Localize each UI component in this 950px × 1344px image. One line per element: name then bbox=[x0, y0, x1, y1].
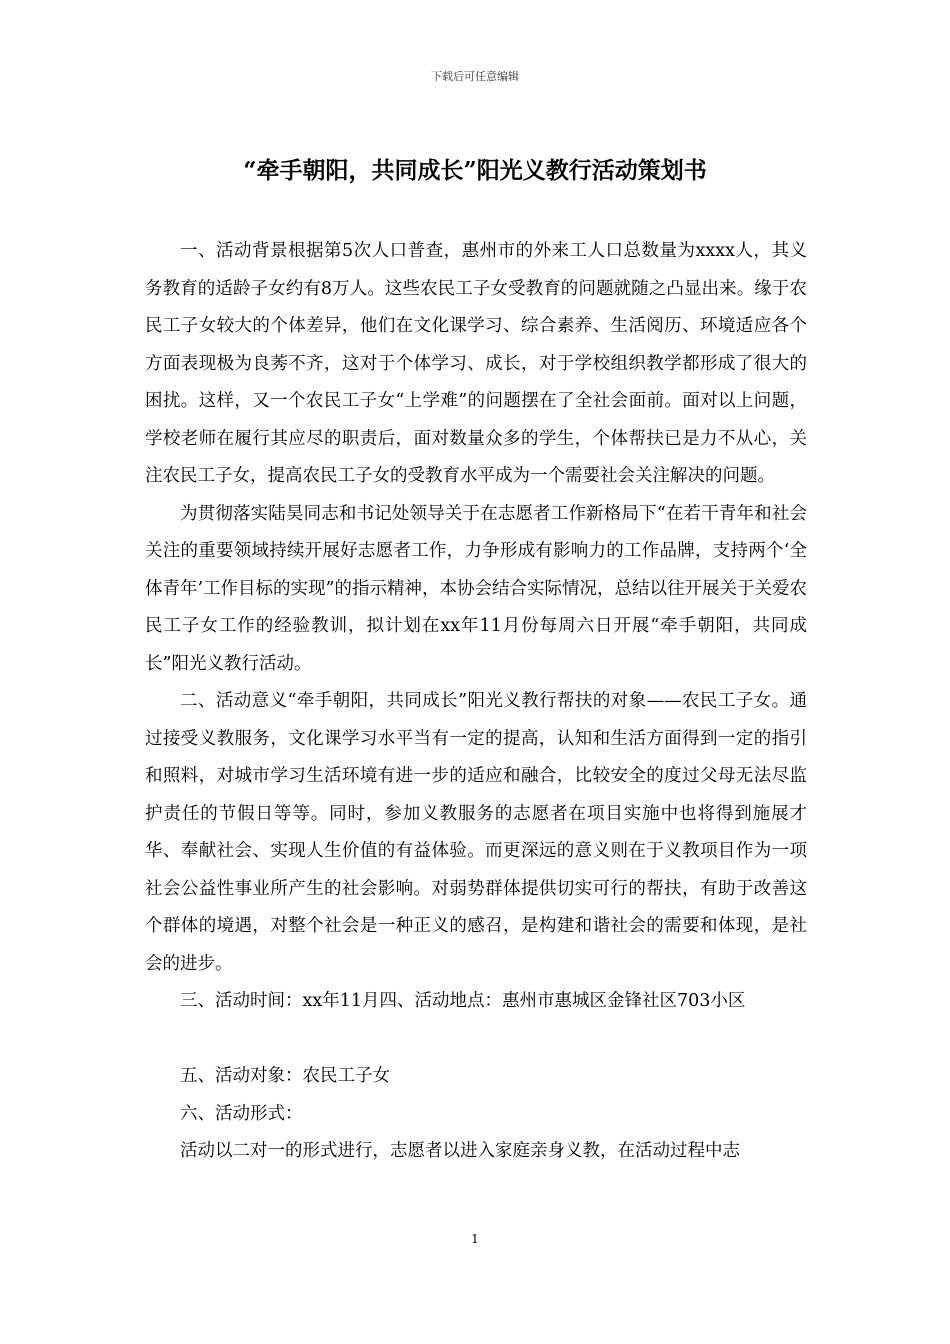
document-title: “牵手朝阳，共同成长”阳光义教行活动策划书 bbox=[243, 157, 707, 184]
paragraph-implementation: 为贯彻落实陆昊同志和书记处领导关于在志愿者工作新格局下“在若干青年和社会关注的重要领域持续开展好志愿者工作，力争形成有影响力的工作品牌，支持两个‘全体青年’工作目标的实现”的指示精神，本协会结合实际情况，总结以往开展关于关爱农民工子女工作的经验教训，拟计划在xx年11月份每周六日开展“牵手朝阳，共同成长”阳光义教行活动。 bbox=[145, 503, 808, 674]
document-body bbox=[145, 233, 807, 1171]
paragraph-target: 五、活动对象：农民工子女 bbox=[180, 1066, 390, 1086]
paragraph-time-location: 三、活动时间：xx年11月四、活动地点：惠州市惠城区金锋社区703小区 bbox=[180, 991, 746, 1011]
paragraph-form-body: 活动以二对一的形式进行，志愿者以进入家庭亲身义教，在活动过程中志 bbox=[180, 1141, 740, 1161]
header-note: 下载后可任意编辑 bbox=[431, 70, 519, 83]
paragraph-form-heading: 六、活动形式： bbox=[180, 1103, 303, 1124]
paragraph-background: 一、活动背景根据第5次人口普查，惠州市的外来工人口总数量为xxxx人，其义务教育的适龄子女约有8万人。这些农民工子女受教育的问题就随之凸显出来。缘于农民工子女较大的个体差异，他们在文化课学习、综合素养、生活阅历、环境适应各个方面表现极为良莠不齐，这对于个体学习、成长，对于学校组织教学都形成了很大的困扰。这样，又一个农民工子女“上学难”的问题摆在了全社会面前。面对以上问题，学校老师在履行其应尽的职责后，面对数量众多的学生，个体帮扶已是力不从心，关注农民工子女，提高农民工子女的受教育水平成为一个需要社会关注解决的问题。 bbox=[145, 241, 807, 486]
paragraph-significance: 二、活动意义“牵手朝阳，共同成长”阳光义教行帮扶的对象——农民工子女。通过接受义教服务，文化课学习水平当有一定的提高，认知和生活方面得到一定的指引和照料，对城市学习生活环境有进一步的适应和融合，比较安全的度过父母无法尽监护责任的节假日等等。同时，参加义教服务的志愿者在项目实施中也将得到施展才华、奉献社会、实现人生价值的有益体验。而更深远的意义则在于义教项目作为一项社会公益性事业所产生的社会影响。对弱势群体提供切实可行的帮扶，有助于改善这个群体的境遇，对整个社会是一种正义的感召，是构建和谐社会的需要和体现，是社会的进步。 bbox=[145, 691, 807, 974]
page-number: 1 bbox=[471, 1232, 479, 1246]
